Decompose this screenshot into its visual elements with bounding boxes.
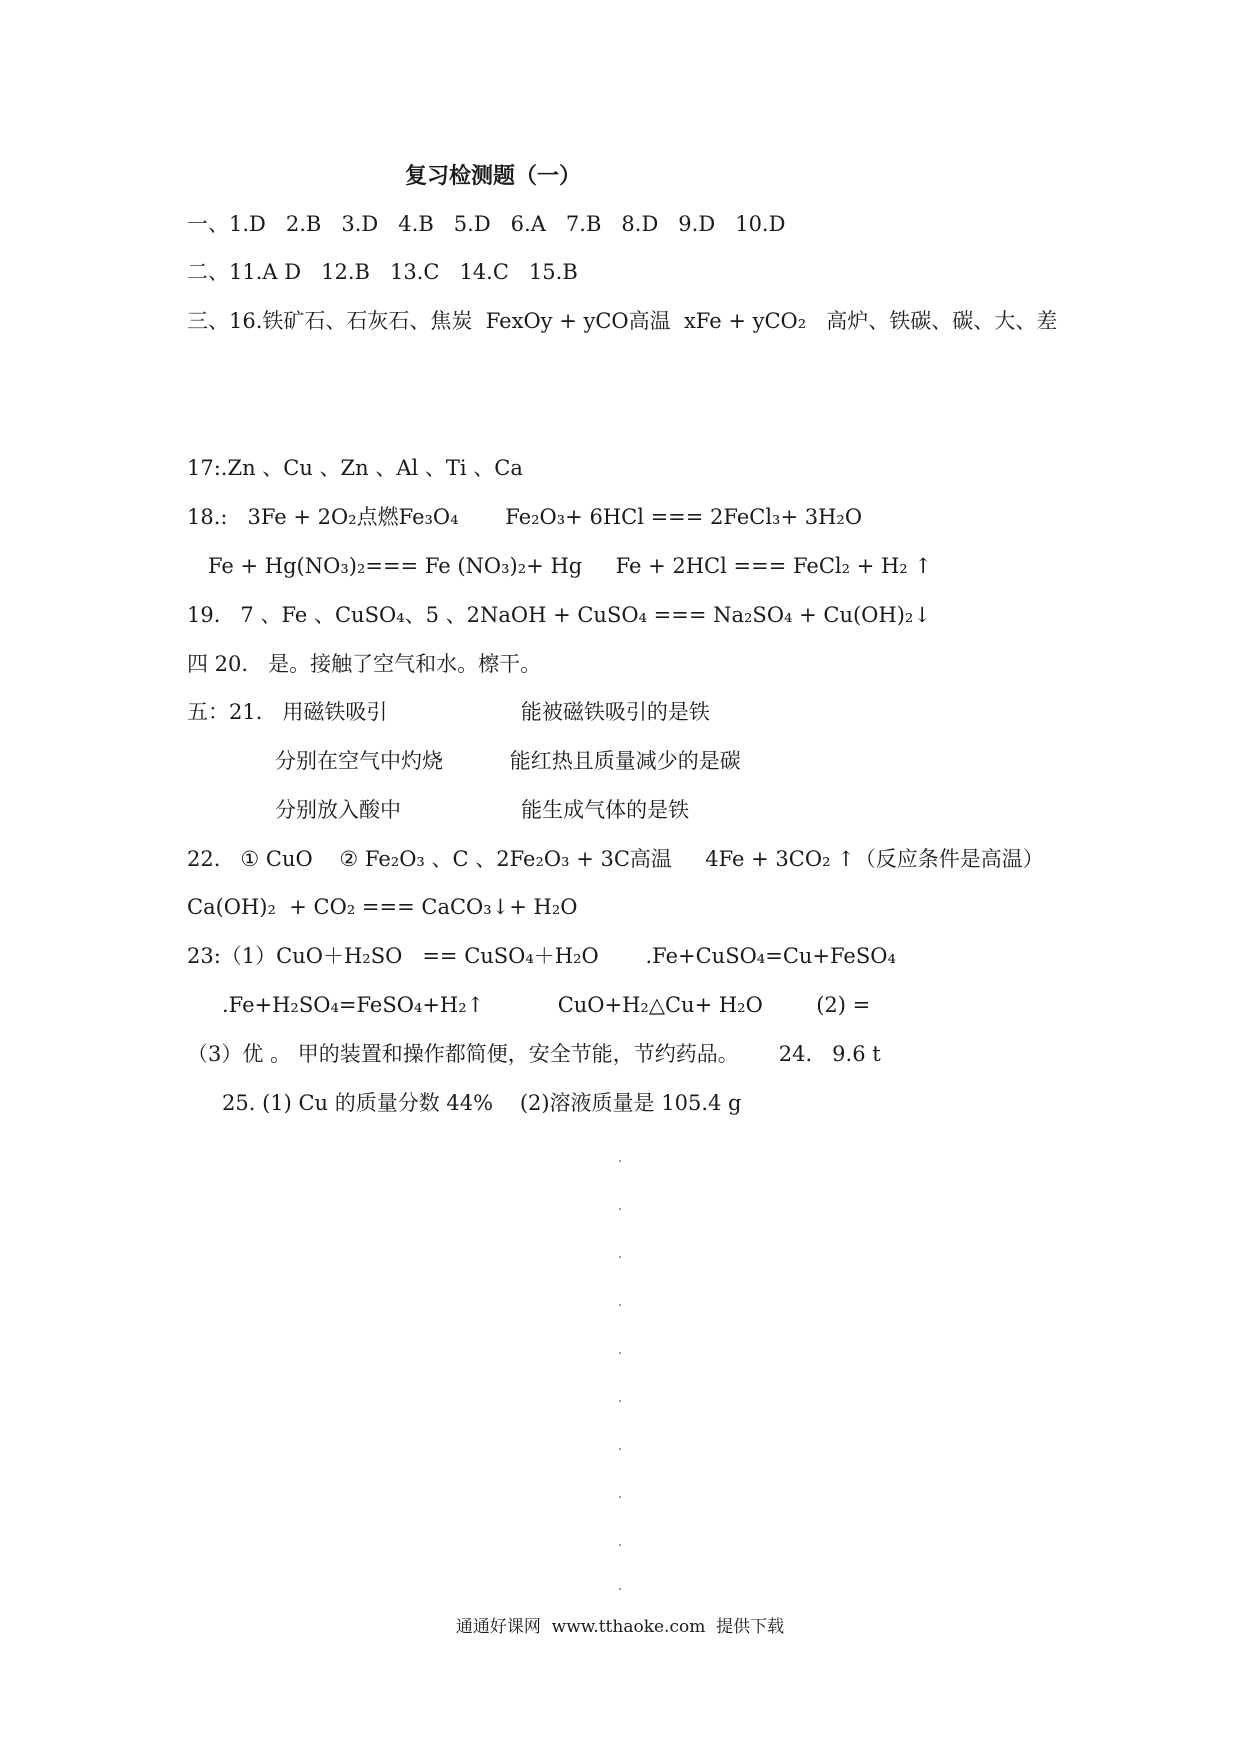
dot-mark [619,1588,621,1590]
dot-mark [619,1496,621,1498]
answer-line-25: 25. (1) Cu 的质量分数 44% (2)溶液质量是 105.4 g [222,1091,742,1115]
dot-mark [619,1256,621,1258]
answer-line-2: 二、11.A D 12.B 13.C 14.C 15.B [187,260,578,284]
dot-mark [619,1304,621,1306]
dot-mark [619,1160,621,1162]
answer-line-23b: .Fe+H₂SO₄=FeSO₄+H₂↑ CuO+H₂△Cu+ H₂O (2) = [222,993,871,1017]
answer-line-21c: 分别放入酸中 能生成气体的是铁 [275,798,690,822]
dot-mark [619,1544,621,1546]
answer-line-3: 三、16.铁矿石、石灰石、焦炭 FexOy + yCO高温 xFe + yCO₂ 高炉、铁碳、碳、大、差 [187,309,1058,333]
answer-line-18b: Fe + Hg(NO₃)₂=== Fe (NO₃)₂+ Hg Fe + 2HCl === FeCl₂ + H₂ ↑ [208,554,932,578]
answer-line-23c: （3）优 。 甲的装置和操作都简便，安全节能，节约药品。 24. 9.6 t [187,1042,881,1066]
footer-source: 通通好课网 www.tthaoke.com 提供下载 [455,1617,785,1637]
answer-line-19: 19. 7 、Fe 、CuSO₄、5 、2NaOH + CuSO₄ === Na₂SO₄ + Cu(OH)₂↓ [187,603,931,627]
dot-mark [619,1208,621,1210]
dot-mark [619,1448,621,1450]
answer-line-17: 17:.Zn 、Cu 、Zn 、Al 、Ti 、Ca [187,456,523,480]
answer-line-20: 四 20. 是。接触了空气和水。檫干。 [187,652,542,676]
answer-line-18: 18.: 3Fe + 2O₂点燃Fe₃O₄ Fe₂O₃+ 6HCl === 2FeCl₃+ 3H₂O [187,505,863,529]
dot-mark [619,1400,621,1402]
answer-line-22b: Ca(OH)₂ + CO₂ === CaCO₃↓+ H₂O [187,895,578,919]
answer-line-21b: 分别在空气中灼烧 能红热且质量减少的是碳 [275,749,741,773]
answer-line-23: 23:（1）CuO＋H₂SO == CuSO₄＋H₂O .Fe+CuSO₄=Cu+FeSO₄ [187,944,896,968]
answer-line-1: 一、1.D 2.B 3.D 4.B 5.D 6.A 7.B 8.D 9.D 10.D [187,212,786,236]
page-title: 复习检测题（一） [405,163,582,189]
answer-line-22: 22. ① CuO ② Fe₂O₃ 、C 、2Fe₂O₃ + 3C高温 4Fe + 3CO₂ ↑（反应条件是高温） [187,847,1044,871]
answer-line-21: 五：21. 用磁铁吸引 能被磁铁吸引的是铁 [187,700,710,724]
dot-mark [619,1352,621,1354]
